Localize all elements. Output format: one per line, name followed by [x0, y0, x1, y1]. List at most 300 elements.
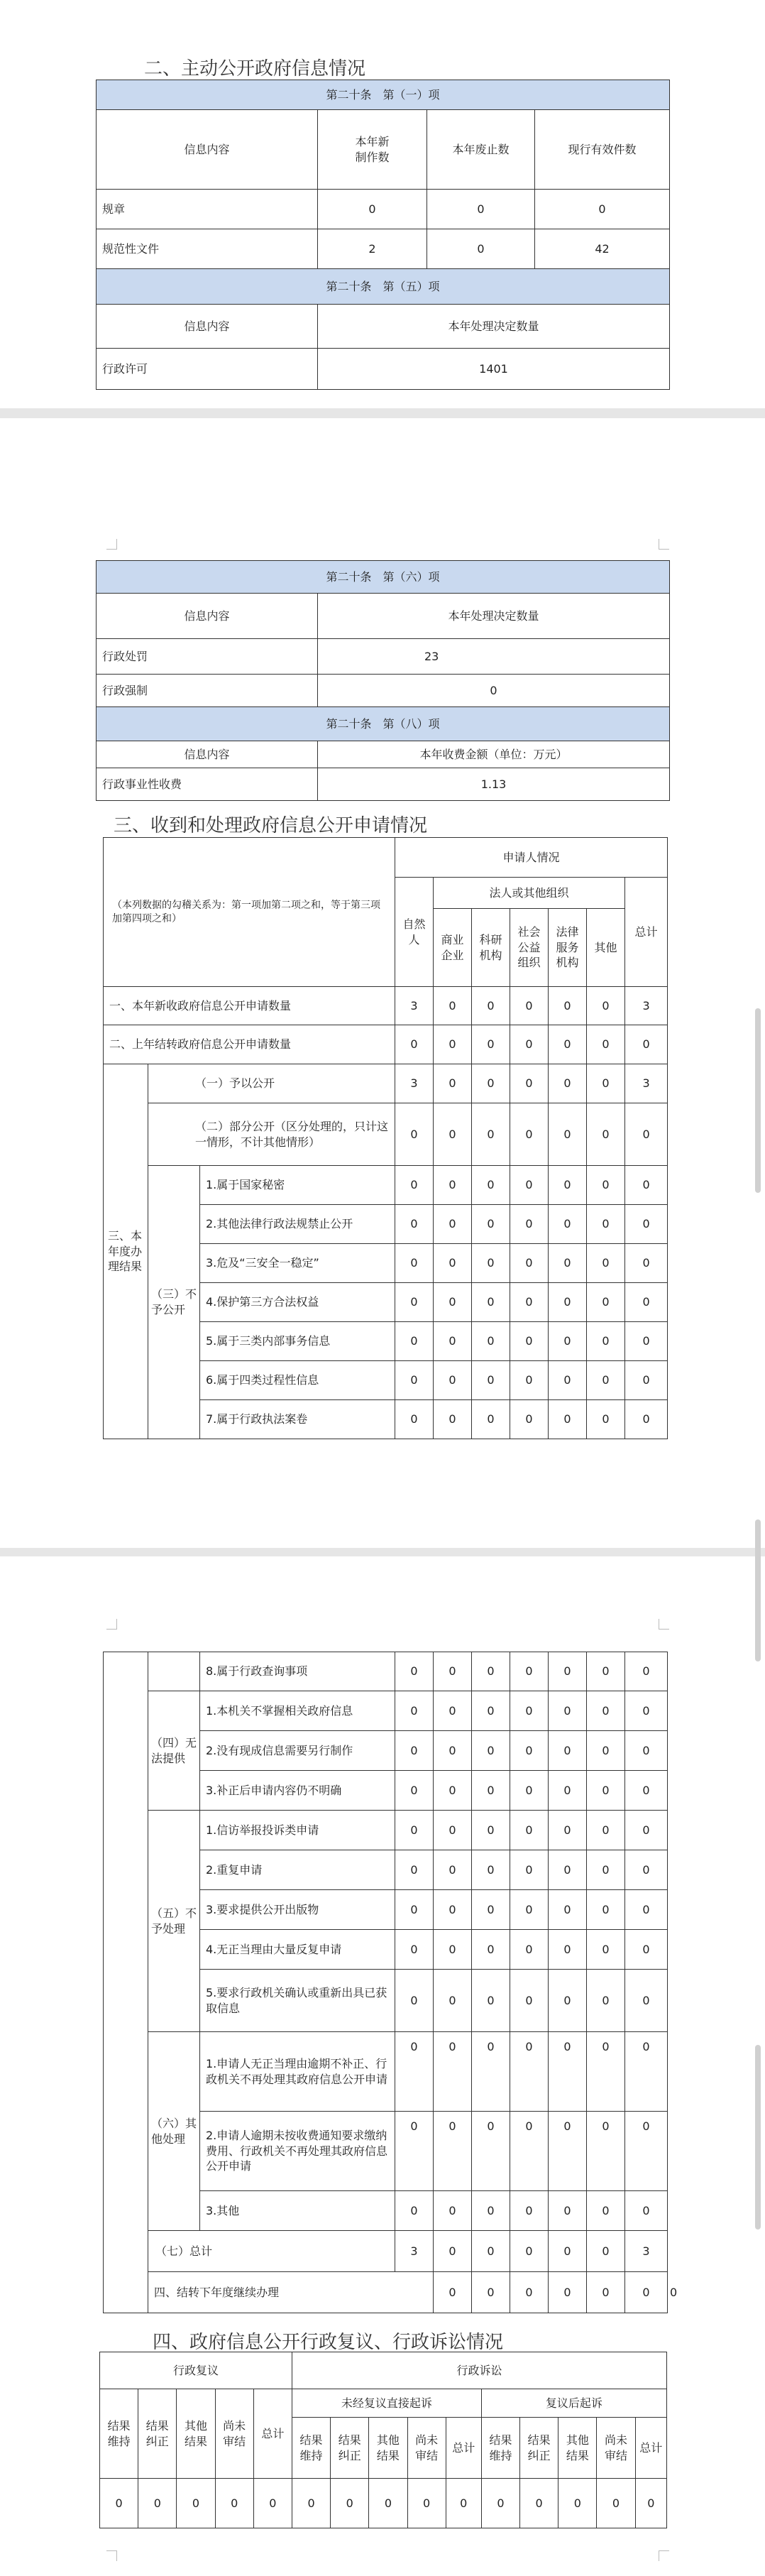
col-header: 本年新 制作数 [318, 110, 427, 190]
col-header: 信息内容 [97, 594, 318, 639]
cell: 0 [395, 1771, 434, 1811]
table-section3-part1 [103, 837, 668, 1439]
cell: 0 [472, 1930, 510, 1970]
table-row [104, 1166, 668, 1205]
col-header: 信息内容 [97, 741, 318, 768]
group-label: 三、本年度办理结果 [104, 1064, 148, 1439]
crop-mark [106, 1619, 117, 1630]
cell: 0 [395, 2032, 434, 2112]
row-label: 2.没有现成信息需要另行制作 [200, 1731, 395, 1771]
cell: 0 [434, 2231, 472, 2272]
cell: 0 [549, 1064, 587, 1103]
cell: 3 [395, 987, 434, 1025]
cell: 0 [587, 1103, 625, 1166]
table-row [100, 2479, 667, 2528]
cell: 0 [625, 1205, 668, 1244]
cell: 0 [549, 1025, 587, 1064]
cell: 0 [625, 2272, 668, 2313]
cell: 0 [625, 1771, 668, 1811]
cell: 3 [395, 2231, 434, 2272]
row-label: 行政许可 [97, 349, 318, 390]
table-header: 第二十条 第（一）项 [97, 80, 670, 110]
cell: 0 [549, 1322, 587, 1361]
col-header: 本年收费金额（单位：万元） [318, 741, 670, 768]
cell: 0 [549, 2231, 587, 2272]
cell: 0 [434, 1811, 472, 1850]
row-label: 3.要求提供公开出版物 [200, 1890, 395, 1930]
cell: 0 [434, 2272, 472, 2313]
cell: 0 [510, 1400, 549, 1439]
row-label: 二、上年结转政府信息公开申请数量 [104, 1025, 395, 1064]
table-header: 第二十条 第（六）项 [97, 561, 670, 594]
cell: 0 [510, 1811, 549, 1850]
crop-mark [659, 1619, 669, 1630]
table-header: 第二十条 第（五）项 [97, 269, 670, 305]
cell: 0 [510, 1244, 549, 1283]
cell: 0 [472, 1205, 510, 1244]
cell: 0 [434, 1166, 472, 1205]
cell: 0 [587, 1890, 625, 1930]
cell: 0 [510, 1166, 549, 1205]
cell: 0 [100, 2479, 138, 2528]
col-header: 本年处理决定数量 [318, 594, 670, 639]
cell: 0 [472, 1850, 510, 1890]
cell: 0 [472, 2112, 510, 2191]
col-header: 现行有效件数 [535, 110, 670, 190]
table-header: 第二十条 第（八）项 [97, 707, 670, 741]
cell: 2 [318, 229, 427, 269]
cell: 0 [587, 1400, 625, 1439]
cell: 0 [510, 1205, 549, 1244]
cell: 0 [587, 1064, 625, 1103]
cell: 0 [434, 1771, 472, 1811]
cell: 0 [434, 1064, 472, 1103]
cell: 0 [549, 1283, 587, 1322]
cell: 0 [625, 1244, 668, 1283]
cell: 0 [472, 1731, 510, 1771]
cell: 0 [472, 1890, 510, 1930]
cell: 0 [587, 2272, 625, 2313]
cell: 0 [177, 2479, 215, 2528]
cell: 0 [434, 1283, 472, 1322]
col-header: 信息内容 [97, 110, 318, 190]
row-label: 1.本机关不掌握相关政府信息 [200, 1691, 395, 1731]
cell: 0 [549, 1890, 587, 1930]
cell: 0 [549, 1244, 587, 1283]
cell: 0 [434, 1361, 472, 1400]
cell: 0 [434, 1890, 472, 1930]
cell: 0 [625, 2112, 668, 2191]
cell: 0 [472, 1771, 510, 1811]
cell: 0 [395, 1244, 434, 1283]
table-row [104, 987, 668, 1025]
cell: 0 [587, 1731, 625, 1771]
cell: 0 [472, 1361, 510, 1400]
crop-mark [106, 539, 117, 550]
cell: 0 [292, 2479, 330, 2528]
crop-mark [659, 2550, 669, 2561]
cell: 0 [549, 1691, 587, 1731]
cell: 0 [635, 2479, 666, 2528]
cell: 0 [395, 1811, 434, 1850]
cell: 0 [587, 1322, 625, 1361]
row-label: 2.申请人逾期未按收费通知要求缴纳费用、行政机关不再处理其政府信息公开申请 [200, 2112, 395, 2191]
table-row [104, 1103, 668, 1166]
cell: 0 [481, 2479, 519, 2528]
page-separator [0, 408, 765, 418]
header-direct: 未经复议直接起诉 [292, 2389, 481, 2418]
row-label: 3.危及“三安全一稳定” [200, 1244, 395, 1283]
cell: 0 [434, 987, 472, 1025]
cell: 0 [587, 1283, 625, 1322]
cell: 0 [395, 1322, 434, 1361]
cell: 0 [395, 1652, 434, 1691]
col-header: 结果维持 [292, 2418, 330, 2479]
col-header: 总计 [253, 2389, 292, 2479]
row-label: 行政强制 [97, 675, 318, 707]
cell: 1.13 [318, 768, 670, 801]
cell: 0 [549, 1400, 587, 1439]
cell: 0 [625, 1103, 668, 1166]
crop-mark [659, 539, 669, 550]
cell: 0 [434, 1731, 472, 1771]
row-label: 1.申请人无正当理由逾期不补正、行政机关不再处理其政府信息公开申请 [200, 2032, 395, 2112]
cell: 0 [587, 1025, 625, 1064]
section3-title: 三、收到和处理政府信息公开申请情况 [114, 815, 428, 836]
row-label: （二）部分公开（区分处理的，只计这一情形，不计其他情形） [148, 1103, 395, 1166]
header-natural: 自然人 [395, 878, 434, 987]
col-header: 结果维持 [481, 2418, 519, 2479]
cell: 0 [318, 675, 670, 707]
row-label: 行政事业性收费 [97, 768, 318, 801]
cell: 0 [549, 987, 587, 1025]
cell: 0 [472, 1322, 510, 1361]
row-label: （一）予以公开 [148, 1064, 395, 1103]
cell: 0 [587, 1361, 625, 1400]
row-label: 4.保护第三方合法权益 [200, 1283, 395, 1322]
cell: 0 [510, 2191, 549, 2231]
col-header: 本年处理决定数量 [318, 305, 670, 349]
cell: 0 [549, 1970, 587, 2032]
scrollbar-thumb[interactable] [755, 2045, 761, 2230]
cell: 0 [587, 2112, 625, 2191]
cell: 0 [510, 1652, 549, 1691]
cell: 0 [446, 2479, 481, 2528]
cell: 0 [434, 1652, 472, 1691]
cell: 0 [510, 987, 549, 1025]
row-label: （七）总计 [148, 2231, 395, 2272]
cell: 0 [434, 2191, 472, 2231]
row-label: 规范性文件 [97, 229, 318, 269]
cell: 0 [472, 1400, 510, 1439]
cell: 0 [395, 1691, 434, 1731]
cell: 0 [472, 2272, 510, 2313]
cell: 1401 [318, 349, 670, 390]
cell: 0 [510, 2272, 549, 2313]
cell: 0 [549, 2032, 587, 2112]
cell: 0 [587, 1166, 625, 1205]
cell: 0 [510, 1890, 549, 1930]
group-label: （五）不予处理 [148, 1811, 200, 2032]
cell: 0 [434, 1103, 472, 1166]
cell: 0 [510, 1771, 549, 1811]
cell: 0 [510, 1731, 549, 1771]
cell: 0 [395, 1850, 434, 1890]
cell: 0 [472, 1166, 510, 1205]
cell: 0 [625, 1361, 668, 1400]
cell: 0 [587, 1652, 625, 1691]
cell: 0 [434, 1930, 472, 1970]
cell: 0 [395, 2112, 434, 2191]
cell: 0 [395, 1731, 434, 1771]
cell: 0 [587, 1205, 625, 1244]
cell: 3 [395, 1064, 434, 1103]
row-label: 一、本年新收政府信息公开申请数量 [104, 987, 395, 1025]
cell: 0 [434, 1970, 472, 2032]
cell: 0 [510, 2231, 549, 2272]
cell: 0 [407, 2479, 446, 2528]
cell: 0 [587, 2231, 625, 2272]
row-label: 规章 [97, 190, 318, 229]
cell: 0 [395, 1205, 434, 1244]
col-header: 其他结果 [369, 2418, 407, 2479]
cell: 0 [549, 1166, 587, 1205]
cell: 0 [434, 1025, 472, 1064]
cell: 0 [587, 2032, 625, 2112]
group-label-continued [104, 1652, 148, 2313]
cell: 0 [434, 2032, 472, 2112]
cell: 0 [587, 1771, 625, 1811]
cell: 0 [625, 1322, 668, 1361]
cell: 0 [395, 1890, 434, 1930]
cell: 0 [587, 1244, 625, 1283]
group-label: （三）不予公开 [148, 1166, 200, 1439]
page-separator [0, 1548, 765, 1556]
cell: 0 [331, 2479, 369, 2528]
cell: 0 [427, 229, 535, 269]
cell: 0 [434, 1691, 472, 1731]
cell: 0 [510, 1361, 549, 1400]
cell: 0 [549, 1361, 587, 1400]
row-label: 1.属于国家秘密 [200, 1166, 395, 1205]
cell: 0 [549, 2112, 587, 2191]
crop-mark [106, 2550, 117, 2561]
col-header: 尚未审结 [407, 2418, 446, 2479]
cell: 0 [510, 2032, 549, 2112]
cell: 3 [625, 1064, 668, 1103]
page-2 [0, 418, 765, 1548]
cell: 0 [625, 1850, 668, 1890]
cell: 0 [472, 1652, 510, 1691]
col-header: 结果纠正 [331, 2418, 369, 2479]
cell: 0 [510, 1064, 549, 1103]
cell: 0 [510, 1970, 549, 2032]
cell: 0 [549, 1771, 587, 1811]
cell: 0 [510, 1025, 549, 1064]
header-applicant: 申请人情况 [395, 838, 668, 878]
cell: 0 [395, 1103, 434, 1166]
cell: 0 [587, 987, 625, 1025]
cell: 0 [434, 1850, 472, 1890]
table-row [104, 1691, 668, 1731]
header-business: 商业企业 [434, 909, 472, 987]
cell: 0 [395, 1166, 434, 1205]
header-research: 科研机构 [472, 909, 510, 987]
table-row [104, 1064, 668, 1103]
cell: 0 [549, 1850, 587, 1890]
row-label: 1.信访举报投诉类申请 [200, 1811, 395, 1850]
cell: 0 [625, 1283, 668, 1322]
col-header: 尚未审结 [597, 2418, 635, 2479]
cell: 0 [369, 2479, 407, 2528]
cell: 0 [549, 1652, 587, 1691]
cell: 0 [434, 1322, 472, 1361]
scrollbar-thumb[interactable] [755, 1008, 761, 1193]
col-header: 其他结果 [177, 2389, 215, 2479]
row-label: 6.属于四类过程性信息 [200, 1361, 395, 1400]
header-legal: 法人或其他组织 [434, 878, 625, 909]
table-20-6 [96, 560, 670, 801]
cell: 0 [625, 1691, 668, 1731]
scrollbar-thumb[interactable] [755, 1519, 761, 1661]
cell: 0 [625, 1400, 668, 1439]
table-20-5 [96, 268, 670, 390]
cell: 0 [625, 1025, 668, 1064]
cell: 0 [587, 2191, 625, 2231]
row-label: 3.补正后申请内容仍不明确 [200, 1771, 395, 1811]
cell: 23 [318, 639, 670, 675]
cell: 0 [395, 1361, 434, 1400]
cell: 0 [549, 2272, 587, 2313]
table-row [104, 1652, 668, 1691]
cell: 0 [434, 1400, 472, 1439]
col-header: 总计 [446, 2418, 481, 2479]
cell: 0 [587, 1850, 625, 1890]
row-label: 行政处罚 [97, 639, 318, 675]
cell: 0 [395, 1283, 434, 1322]
cell: 0 [472, 2191, 510, 2231]
header-litigation: 行政诉讼 [292, 2352, 666, 2389]
cell: 0 [472, 2032, 510, 2112]
cell: 0 [472, 1064, 510, 1103]
cell: 0 [427, 190, 535, 229]
cell: 0 [395, 2191, 434, 2231]
cell: 0 [253, 2479, 292, 2528]
cell: 0 [395, 1400, 434, 1439]
cell: 0 [395, 1025, 434, 1064]
cell: 0 [215, 2479, 253, 2528]
col-header: 本年废止数 [427, 110, 535, 190]
group-label-continued [148, 1652, 200, 1691]
cell: 0 [395, 1930, 434, 1970]
cell: 0 [625, 2032, 668, 2112]
section4-title: 四、政府信息公开行政复议、行政诉讼情况 [153, 2332, 504, 2353]
cell: 0 [587, 1930, 625, 1970]
cell: 0 [625, 1930, 668, 1970]
cell: 0 [472, 1283, 510, 1322]
cell: 0 [472, 2231, 510, 2272]
cell: 42 [535, 229, 670, 269]
cell: 0 [472, 1025, 510, 1064]
cell: 3 [625, 2231, 668, 2272]
table-section3-part2 [103, 1652, 678, 2313]
cell: 0 [472, 987, 510, 1025]
table-20-1 [96, 80, 670, 269]
cell: 0 [520, 2479, 558, 2528]
cell: 0 [472, 1103, 510, 1166]
cell: 0 [587, 1811, 625, 1850]
header-law: 法律服务机构 [549, 909, 587, 987]
cell: 0 [625, 1731, 668, 1771]
cell: 0 [510, 2112, 549, 2191]
col-header: 结果维持 [100, 2389, 138, 2479]
cell: 0 [549, 2191, 587, 2231]
row-label: 4.无正当理由大量反复申请 [200, 1930, 395, 1970]
section2-title: 二、主动公开政府信息情况 [144, 54, 365, 82]
cell: 0 [535, 190, 670, 229]
cell: 0 [587, 1970, 625, 2032]
cell: 0 [318, 190, 427, 229]
cell: 0 [549, 1205, 587, 1244]
header-after: 复议后起诉 [481, 2389, 666, 2418]
cell: 0 [434, 1244, 472, 1283]
row-label: 5.要求行政机关确认或重新出具已获取信息 [200, 1970, 395, 2032]
cell: 0 [625, 1970, 668, 2032]
row-label: 2.其他法律行政法规禁止公开 [200, 1205, 395, 1244]
cell: 0 [472, 1970, 510, 2032]
group-label: （四）无法提供 [148, 1691, 200, 1811]
header-social: 社会公益组织 [510, 909, 549, 987]
row-label: 7.属于行政执法案卷 [200, 1400, 395, 1439]
cell: 0 [510, 1850, 549, 1890]
row-label: 2.重复申请 [200, 1850, 395, 1890]
cell: 0 [625, 1890, 668, 1930]
header-total: 总计 [625, 878, 668, 987]
cell: 0 [510, 1322, 549, 1361]
cell: 0 [549, 1930, 587, 1970]
cell: 3 [625, 987, 668, 1025]
cell: 0 [597, 2479, 635, 2528]
cell: 0 [549, 1811, 587, 1850]
cell: 0 [549, 1103, 587, 1166]
header-other: 其他 [587, 909, 625, 987]
cell: 0 [625, 2191, 668, 2231]
cell: 0 [510, 1283, 549, 1322]
cell: 0 [434, 2112, 472, 2191]
cell: 0 [138, 2479, 177, 2528]
col-header: 其他结果 [558, 2418, 597, 2479]
cell: 0 [434, 1205, 472, 1244]
cell: 0 [549, 1731, 587, 1771]
page-1 [0, 0, 765, 408]
table-row [104, 2231, 668, 2272]
col-header: 信息内容 [97, 305, 318, 349]
page-3 [0, 1556, 765, 2576]
cell: 0 [510, 1103, 549, 1166]
row-label: 四、结转下年度继续办理 [148, 2272, 434, 2313]
table-row [104, 1811, 668, 1850]
cell: 0 [587, 1691, 625, 1731]
table-row [104, 2032, 668, 2112]
row-label: 5.属于三类内部事务信息 [200, 1322, 395, 1361]
header-note: （本列数据的勾稽关系为：第一项加第二项之和，等于第三项加第四项之和） [104, 838, 395, 987]
table-row [104, 1025, 668, 1064]
cell: 0 [472, 1811, 510, 1850]
row-label: 8.属于行政查询事项 [200, 1652, 395, 1691]
col-header: 结果纠正 [138, 2389, 177, 2479]
cell: 0 [510, 1691, 549, 1731]
cell: 0 [472, 1691, 510, 1731]
